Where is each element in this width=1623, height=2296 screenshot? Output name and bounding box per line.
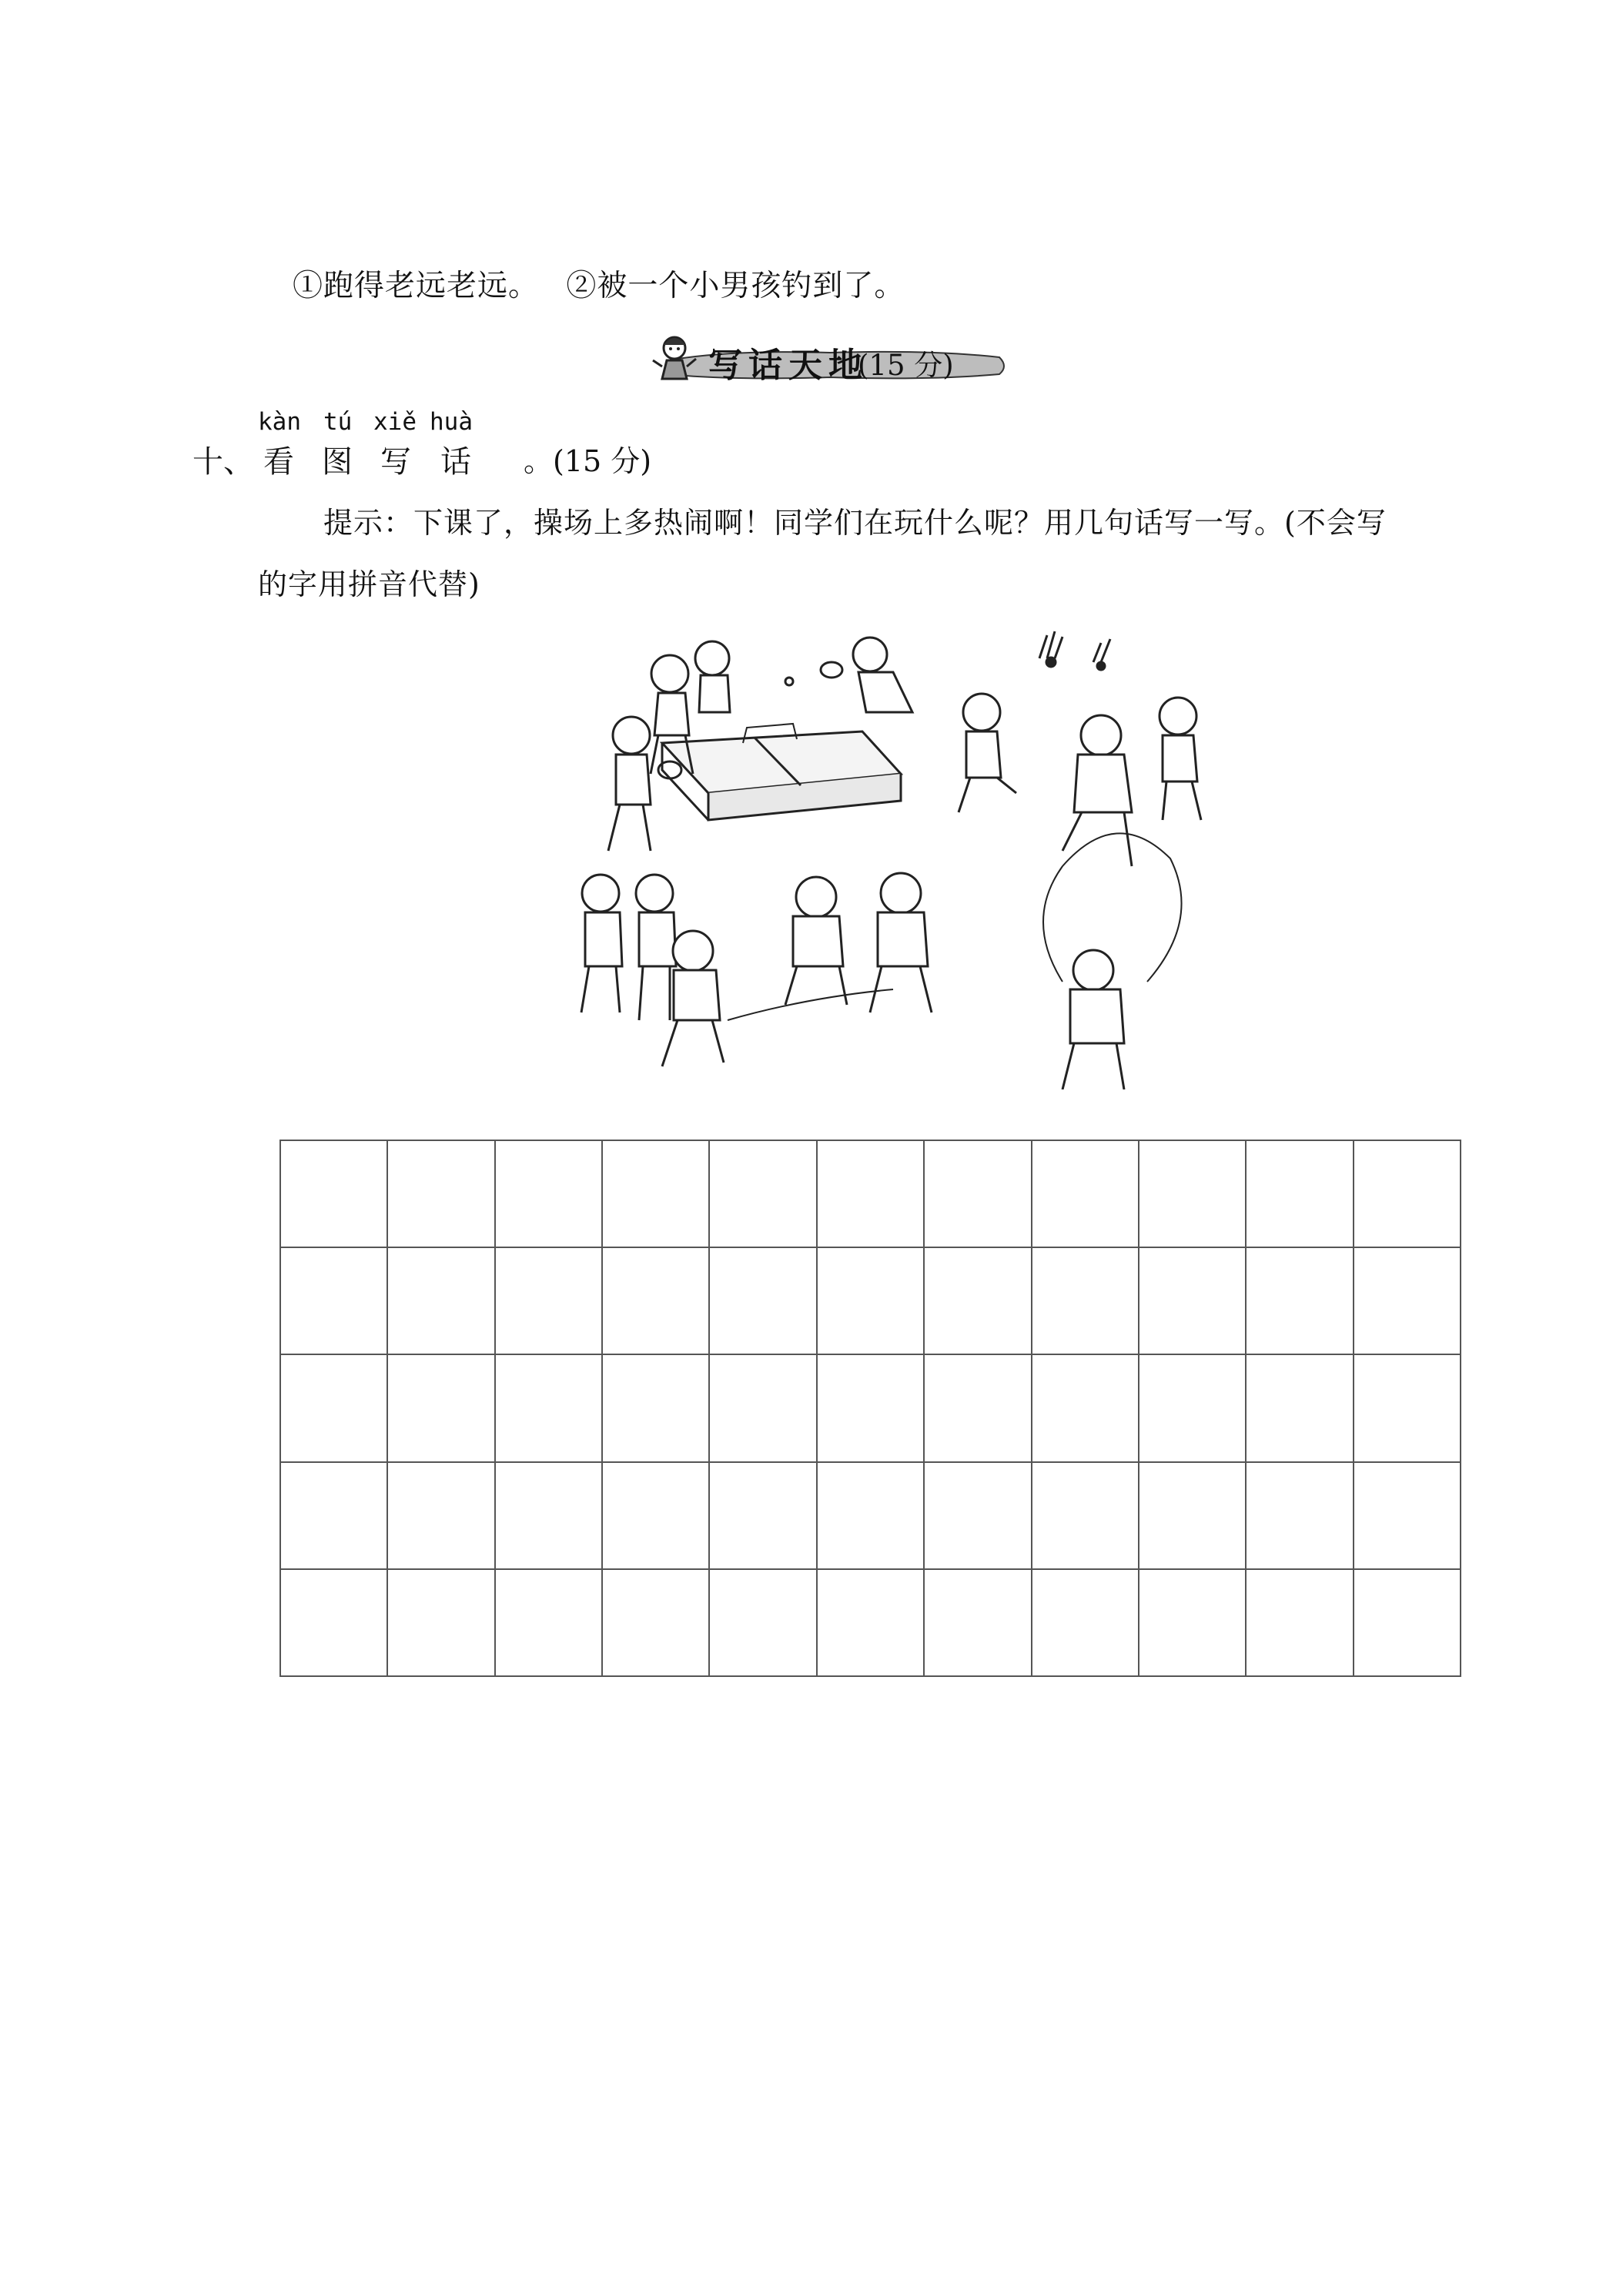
grid-cell[interactable] bbox=[1354, 1247, 1461, 1354]
child-figure bbox=[785, 877, 847, 1005]
grid-cell[interactable] bbox=[387, 1462, 494, 1569]
grid-cell[interactable] bbox=[602, 1354, 709, 1461]
child-figure bbox=[870, 873, 932, 1012]
grid-cell[interactable] bbox=[817, 1354, 924, 1461]
grid-cell[interactable] bbox=[1139, 1247, 1246, 1354]
grid-cell[interactable] bbox=[1032, 1140, 1139, 1247]
question-number: 十、 bbox=[192, 444, 254, 480]
grid-cell[interactable] bbox=[387, 1354, 494, 1461]
grid-cell[interactable] bbox=[602, 1140, 709, 1247]
grid-cell[interactable] bbox=[1246, 1462, 1353, 1569]
grid-cell[interactable] bbox=[602, 1462, 709, 1569]
grid-cell[interactable] bbox=[280, 1247, 387, 1354]
child-figure bbox=[608, 717, 681, 851]
grid-cell[interactable] bbox=[280, 1354, 387, 1461]
question-char: 写 bbox=[380, 444, 411, 480]
grid-cell[interactable] bbox=[1139, 1462, 1246, 1569]
question-char: 图 bbox=[322, 444, 353, 480]
grid-cell[interactable] bbox=[1246, 1354, 1353, 1461]
grid-cell[interactable] bbox=[1354, 1569, 1461, 1676]
jump-rope bbox=[728, 989, 893, 1020]
grid-cell[interactable] bbox=[387, 1569, 494, 1676]
grid-cell[interactable] bbox=[1139, 1140, 1246, 1247]
pinyin-tu: tú bbox=[323, 408, 353, 436]
playground-illustration bbox=[562, 628, 1224, 1089]
grid-cell[interactable] bbox=[817, 1247, 924, 1354]
grid-cell[interactable] bbox=[280, 1462, 387, 1569]
child-figure bbox=[581, 875, 622, 1012]
grid-cell[interactable] bbox=[924, 1140, 1031, 1247]
grid-row bbox=[280, 1247, 1461, 1354]
grid-cell[interactable] bbox=[709, 1247, 816, 1354]
grid-cell[interactable] bbox=[1139, 1569, 1246, 1676]
shuttlecock-icon bbox=[1039, 631, 1110, 670]
cartoon-child-icon bbox=[648, 330, 702, 388]
answer-item-2: ②被一个小男孩钓到了。 bbox=[566, 269, 905, 303]
grid-cell[interactable] bbox=[1354, 1462, 1461, 1569]
section-banner bbox=[637, 326, 1015, 391]
grid-row bbox=[280, 1462, 1461, 1569]
grid-row bbox=[280, 1140, 1461, 1247]
child-figure bbox=[1062, 715, 1132, 866]
grid-cell[interactable] bbox=[1246, 1140, 1353, 1247]
ping-pong-table bbox=[662, 724, 901, 820]
grid-cell[interactable] bbox=[709, 1569, 816, 1676]
hint-line-1: 提示：下课了，操场上多热闹啊！同学们在玩什么呢？用几句话写一写。(不会写 bbox=[323, 506, 1387, 540]
grid-cell[interactable] bbox=[709, 1462, 816, 1569]
grid-cell[interactable] bbox=[924, 1569, 1031, 1676]
grid-row bbox=[280, 1569, 1461, 1676]
grid-cell[interactable] bbox=[280, 1569, 387, 1676]
grid-cell[interactable] bbox=[817, 1140, 924, 1247]
pinyin-kan: kàn bbox=[258, 408, 301, 436]
child-figure bbox=[695, 641, 730, 712]
question-score: 。(15 分) bbox=[524, 444, 652, 478]
grid-cell[interactable] bbox=[1032, 1354, 1139, 1461]
grid-cell[interactable] bbox=[1032, 1462, 1139, 1569]
grid-cell[interactable] bbox=[495, 1569, 602, 1676]
child-figure bbox=[636, 875, 676, 1020]
grid-cell[interactable] bbox=[1032, 1247, 1139, 1354]
question-char: 话 bbox=[440, 444, 471, 480]
grid-cell[interactable] bbox=[280, 1140, 387, 1247]
grid-cell[interactable] bbox=[817, 1569, 924, 1676]
grid-cell[interactable] bbox=[387, 1140, 494, 1247]
pinyin-xie: xiě bbox=[373, 408, 417, 436]
previous-answer-line bbox=[293, 262, 922, 305]
grid-cell[interactable] bbox=[1246, 1569, 1353, 1676]
question-char: 看 bbox=[263, 444, 294, 480]
grid-cell[interactable] bbox=[709, 1354, 816, 1461]
grid-cell[interactable] bbox=[1139, 1354, 1246, 1461]
grid-cell[interactable] bbox=[387, 1247, 494, 1354]
grid-cell[interactable] bbox=[924, 1462, 1031, 1569]
child-figure bbox=[1062, 950, 1124, 1089]
banner-score: (15 分) bbox=[858, 349, 954, 382]
jump-rope bbox=[1043, 833, 1182, 982]
grid-cell[interactable] bbox=[495, 1247, 602, 1354]
grid-cell[interactable] bbox=[602, 1247, 709, 1354]
grid-cell[interactable] bbox=[1246, 1247, 1353, 1354]
answer-item-1: ①跑得老远老远。 bbox=[293, 269, 540, 303]
writing-grid[interactable] bbox=[279, 1140, 1461, 1677]
hint-line-2: 的字用拼音代替) bbox=[258, 567, 480, 601]
grid-cell[interactable] bbox=[924, 1247, 1031, 1354]
grid-cell[interactable] bbox=[709, 1140, 816, 1247]
grid-cell[interactable] bbox=[495, 1462, 602, 1569]
grid-cell[interactable] bbox=[495, 1140, 602, 1247]
grid-cell[interactable] bbox=[495, 1354, 602, 1461]
grid-cell[interactable] bbox=[924, 1354, 1031, 1461]
grid-cell[interactable] bbox=[1354, 1140, 1461, 1247]
grid-row bbox=[280, 1354, 1461, 1461]
grid-cell[interactable] bbox=[1354, 1354, 1461, 1461]
child-figure bbox=[959, 694, 1016, 812]
child-figure bbox=[1160, 698, 1201, 820]
grid-cell[interactable] bbox=[817, 1462, 924, 1569]
grid-cell[interactable] bbox=[602, 1569, 709, 1676]
pinyin-hua: huà bbox=[430, 408, 473, 436]
child-figure bbox=[785, 638, 912, 712]
grid-cell[interactable] bbox=[1032, 1569, 1139, 1676]
banner-title: 写话天地 bbox=[708, 346, 868, 385]
